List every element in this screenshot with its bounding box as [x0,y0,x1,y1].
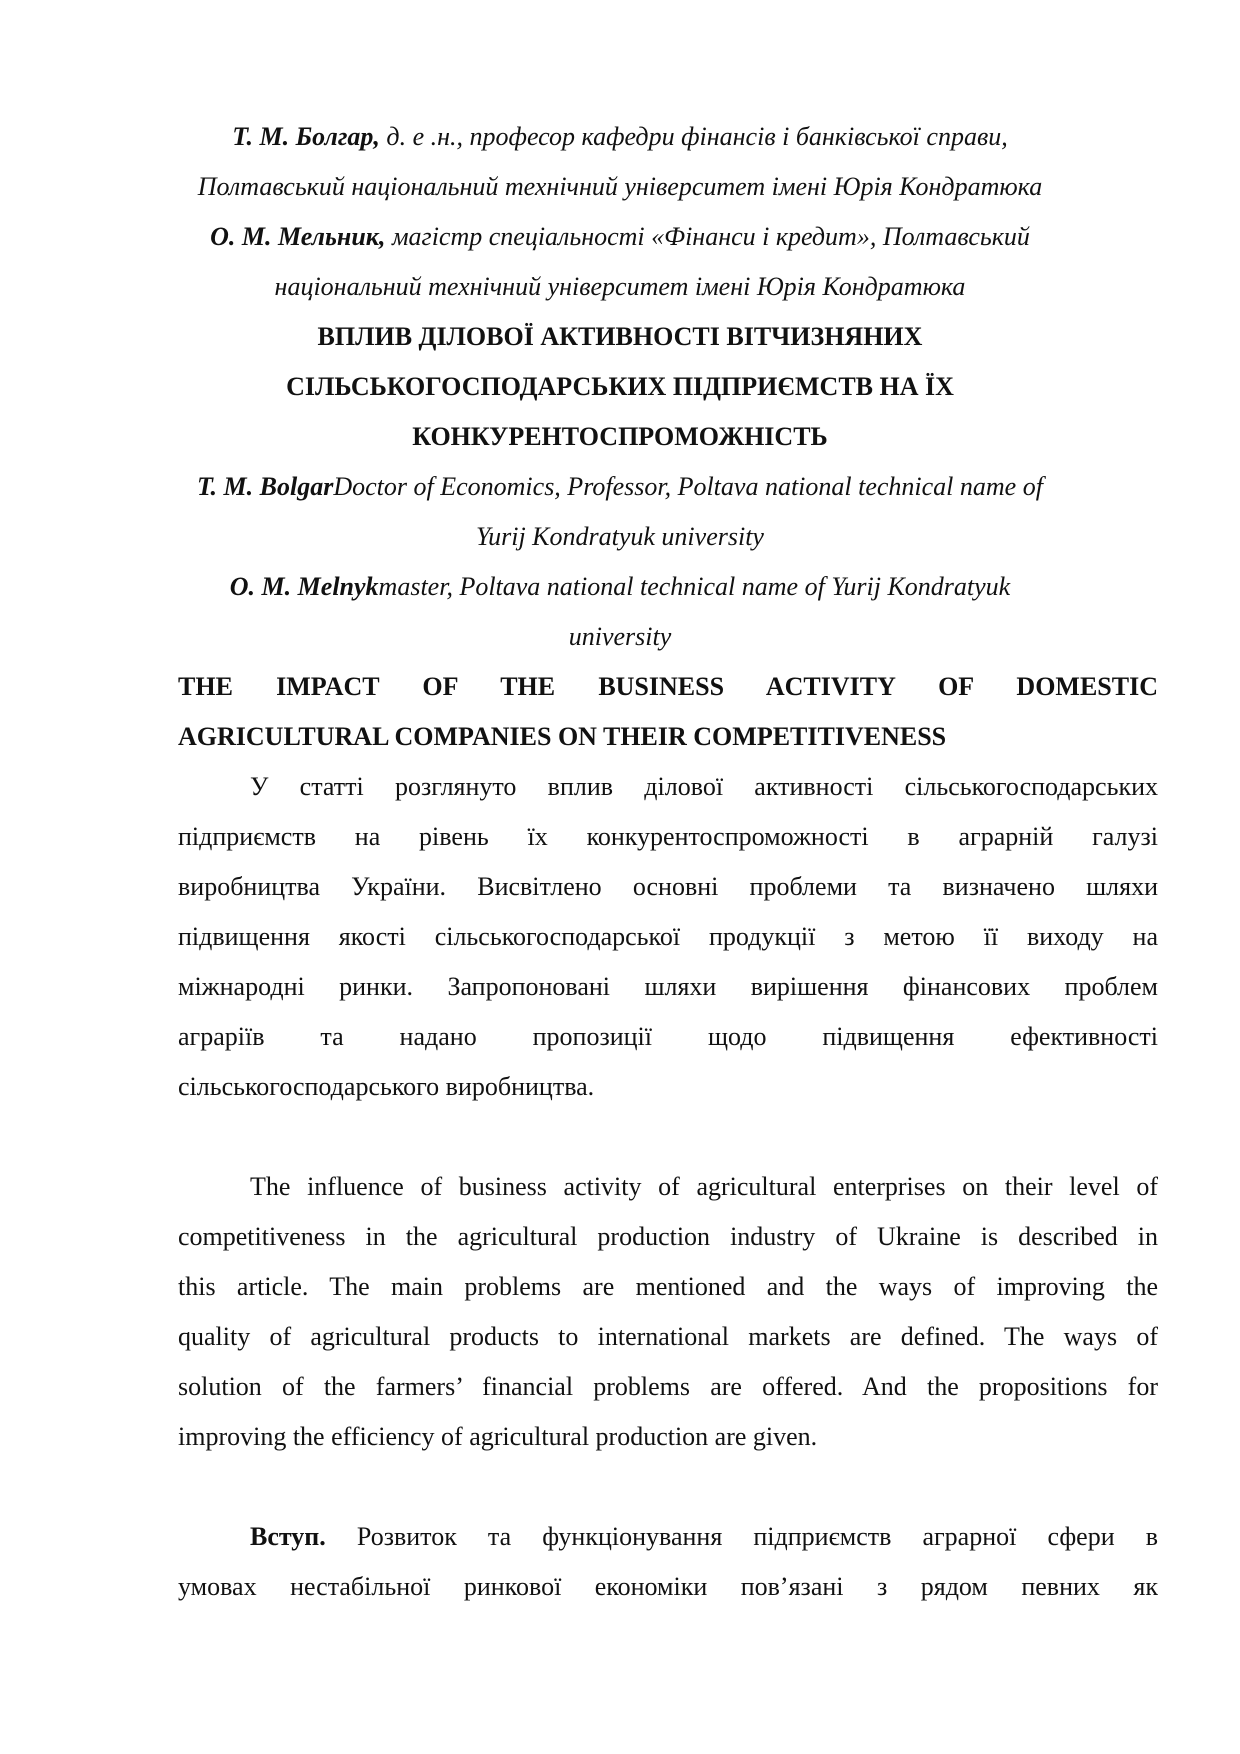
abstract-ua-line: виробництва України. Висвітлено основні проблеми та визначено шляхи [178,872,1158,901]
author2-en-line1 [0,570,1240,604]
abstract-en-line: The influence of business activity of agricultural enterprises on their level of [250,1172,1158,1201]
author2-en-name: O. M. Melnyk [229,572,379,601]
title-ua-line1: ВПЛИВ ДІЛОВОЇ АКТИВНОСТІ ВІТЧИЗНЯНИХ [317,322,923,351]
title-en-line1: THE IMPACT OF THE BUSINESS ACTIVITY OF DOMESTIC [178,672,1158,701]
author1-ua-line1 [0,120,1240,154]
author2-ua-line1 [0,220,1240,254]
author1-ua-name: Т. М. Болгар, [232,122,380,151]
author2-en-line2: university [568,622,672,651]
author2-en-affiliation: master, Poltava national technical name of Yurij Kondratyuk [378,572,1011,601]
intro-text: Розвиток та функціонування підприємств аграрної сфери в [325,1522,1158,1551]
abstract-ua-line: підприємств на рівень їх конкурентоспроможності в аграрній галузі [178,822,1158,851]
author2-ua-name: О. М. Мельник, [210,222,386,251]
abstract-en-line: competitiveness in the agricultural production industry of Ukraine is described in [178,1222,1158,1251]
abstract-ua-line: підвищення якості сільськогосподарської продукції з метою її виходу на [178,922,1158,951]
abstract-ua-line: міжнародні ринки. Запропоновані шляхи вирішення фінансових проблем [178,972,1158,1001]
author1-ua-affiliation: д. е .н., професор кафедри фінансів і банківської справи, [379,122,1008,151]
author1-en-affiliation: Doctor of Economics, Professor, Poltava national technical name of [333,472,1043,501]
author1-en-line2: Yurij Kondratyuk university [476,522,764,551]
intro-line1 [178,1520,1158,1554]
title-ua-line2: СІЛЬСЬКОГОСПОДАРСЬКИХ ПІДПРИЄМСТВ НА ЇХ [286,372,954,401]
abstract-ua-line: У статті розглянуто вплив ділової активності сільськогосподарських [250,772,1158,801]
abstract-en-line: quality of agricultural products to international markets are defined. The ways of [178,1322,1158,1351]
intro-line2: умовах нестабільної ринкової економіки пов’язані з рядом певних як [178,1572,1158,1601]
author1-en-line1 [0,470,1240,504]
author1-ua-line2: Полтавський національний технічний університет імені Юрія Кондратюка [197,172,1043,201]
abstract-en-line: solution of the farmers’ financial problems are offered. And the propositions for [178,1372,1158,1401]
abstract-en-line: improving the efficiency of agricultural production are given. [178,1422,818,1451]
abstract-ua-line: сільськогосподарського виробництва. [178,1072,595,1101]
abstract-ua-line: аграріїв та надано пропозиції щодо підвищення ефективності [178,1022,1158,1051]
intro-label: Вступ. [250,1522,326,1551]
abstract-en-line: this article. The main problems are mentioned and the ways of improving the [178,1272,1158,1301]
title-en-line2: AGRICULTURAL COMPANIES ON THEIR COMPETITIVENESS [178,722,947,751]
title-ua-line3: КОНКУРЕНТОСПРОМОЖНІСТЬ [412,422,828,451]
author2-ua-line2: національний технічний університет імені Юрія Кондратюка [274,272,966,301]
author2-ua-affiliation: магістр спеціальності «Фінанси і кредит», Полтавський [385,222,1030,251]
author1-en-name: T. M. Bolgar [197,472,334,501]
